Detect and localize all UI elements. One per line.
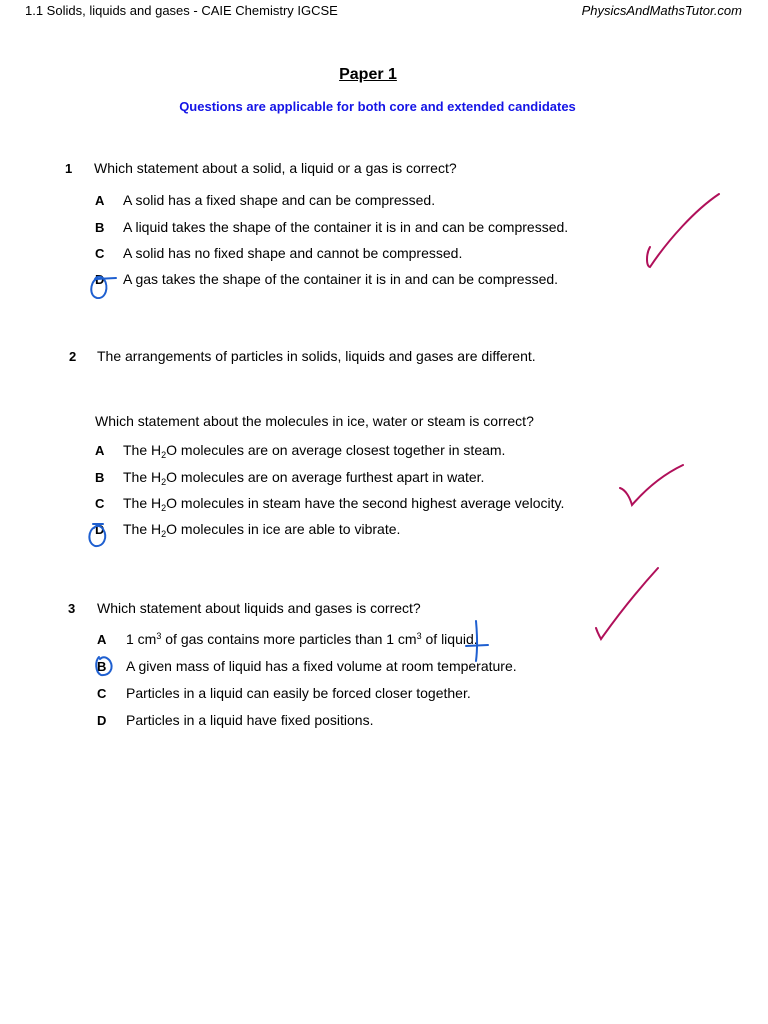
option-text: A liquid takes the shape of the container it is in and can be compressed.	[123, 219, 569, 235]
question-number: 3	[68, 601, 76, 616]
question-number: 1	[65, 161, 73, 176]
tick-mark-q3	[596, 568, 658, 639]
superscript: 3	[156, 631, 162, 641]
formula-h: H	[151, 469, 162, 485]
option-letter: A	[95, 193, 105, 208]
formula-subscript: 2	[161, 450, 167, 460]
formula-subscript: 2	[161, 529, 167, 539]
option-text: Particles in a liquid can easily be forced closer together.	[126, 685, 471, 701]
option-text: A gas takes the shape of the container it is in and can be compressed.	[123, 271, 559, 287]
tick-mark-q1	[647, 194, 719, 267]
formula-subscript: 2	[161, 503, 167, 513]
option-letter: C	[95, 496, 105, 511]
option-text-after: molecules in steam have the second highest average velocity.	[177, 495, 565, 511]
option-letter: D	[95, 522, 105, 537]
option-letter: D	[97, 713, 107, 728]
option-letter: A	[95, 443, 105, 458]
formula-o: O	[166, 442, 178, 458]
option-text	[123, 469, 484, 485]
question-stem: Which statement about the molecules in ice, water or steam is correct?	[95, 413, 534, 429]
formula-h: H	[151, 495, 162, 511]
option-part: of liquid.	[421, 631, 478, 647]
formula-o: O	[166, 495, 178, 511]
option-letter: B	[97, 659, 107, 674]
option-part: 1 cm	[126, 631, 157, 647]
option-text: A solid has a fixed shape and can be compressed.	[123, 192, 436, 208]
option-text-before: The	[123, 495, 152, 511]
superscript: 3	[416, 631, 422, 641]
option-text	[123, 442, 505, 458]
option-text-after: molecules in ice are able to vibrate.	[177, 521, 401, 537]
option-text-before: The	[123, 442, 152, 458]
option-letter: C	[97, 686, 107, 701]
option-text	[126, 631, 478, 647]
formula-o: O	[166, 469, 178, 485]
option-text: A given mass of liquid has a fixed volume at room temperature.	[126, 658, 517, 674]
option-text-after: molecules are on average closest together in steam.	[177, 442, 506, 458]
formula-subscript: 2	[161, 477, 167, 487]
option-letter: C	[95, 246, 105, 261]
formula-h: H	[151, 442, 162, 458]
option-part: of gas contains more particles than 1 cm	[161, 631, 417, 647]
option-letter: B	[95, 470, 105, 485]
option-text-after: molecules are on average furthest apart in water.	[177, 469, 485, 485]
question-stem: Which statement about liquids and gases is correct?	[97, 600, 421, 616]
page-header-right: PhysicsAndMathsTutor.com	[581, 3, 742, 18]
page-title: Paper 1	[339, 66, 397, 83]
option-text	[123, 521, 400, 537]
formula-h: H	[151, 521, 162, 537]
page-subtitle: Questions are applicable for both core and extended candidates	[179, 99, 576, 114]
question-stem: Which statement about a solid, a liquid or a gas is correct?	[94, 160, 457, 176]
question-intro: The arrangements of particles in solids, liquids and gases are different.	[97, 348, 536, 364]
option-text	[123, 495, 564, 511]
page-header-left: 1.1 Solids, liquids and gases - CAIE Chemistry IGCSE	[25, 3, 338, 18]
option-letter: B	[95, 220, 105, 235]
question-number: 2	[69, 349, 77, 364]
formula-o: O	[166, 521, 178, 537]
option-text-before: The	[123, 521, 152, 537]
option-text: A solid has no fixed shape and cannot be compressed.	[123, 245, 463, 261]
option-letter: A	[97, 632, 107, 647]
option-letter: D	[95, 272, 105, 287]
option-text-before: The	[123, 469, 152, 485]
option-text: Particles in a liquid have fixed positions.	[126, 712, 374, 728]
tick-mark-q2	[620, 465, 683, 505]
